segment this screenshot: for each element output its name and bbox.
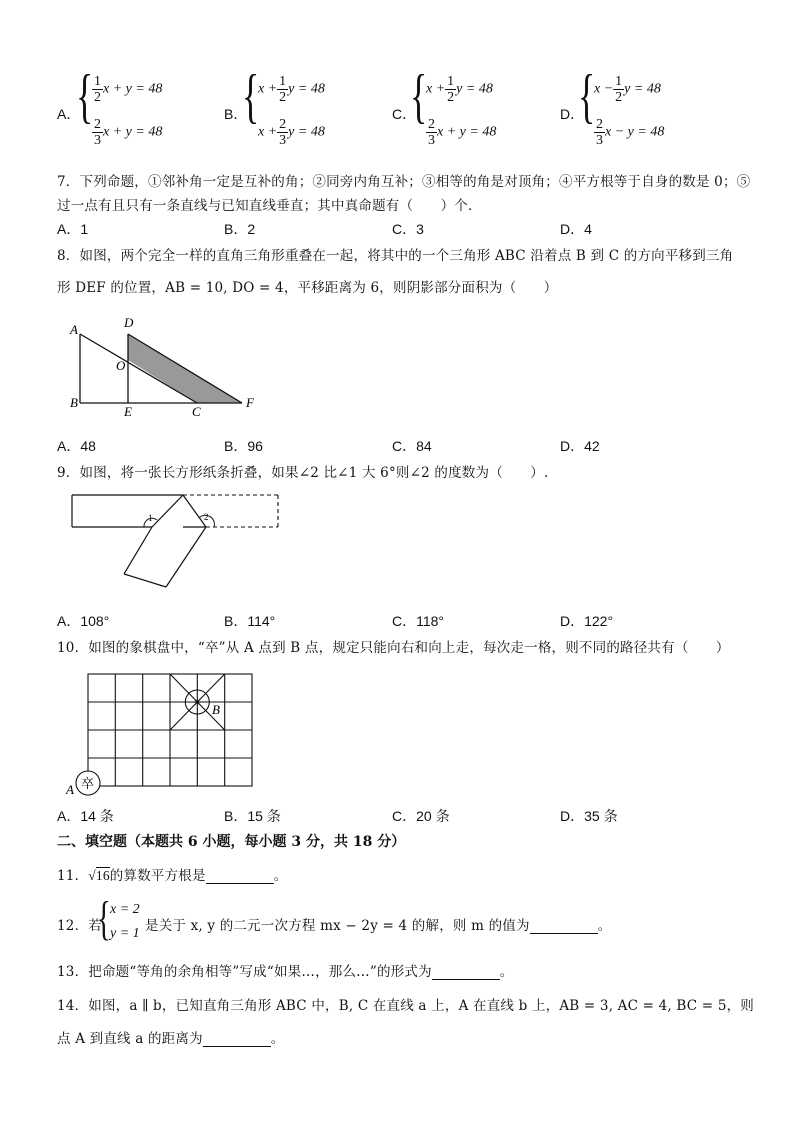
- q9-question: 9．如图，将一张长方形纸条折叠，如果∠2 比∠1 大 6°则∠2 的度数为（ ）.: [57, 465, 549, 481]
- q14-answer-blank: [203, 1032, 271, 1047]
- q10-point-b-mark: ✳: [193, 698, 202, 709]
- q9-fold-line: [183, 495, 206, 527]
- q6-option-a-letter: A．: [57, 106, 81, 122]
- q8-option-d: D．42: [560, 438, 600, 454]
- q14-line2: 点 A 到直线 a 的距离为 。: [57, 1031, 285, 1047]
- q10-option-a: A．14 条: [57, 808, 114, 824]
- section-2-heading: 二、填空题（本题共 6 小题，每小题 3 分，共 18 分）: [57, 834, 406, 850]
- q6-option-b-eq1: x + $\frac{1}{2}$ y = 48: [258, 74, 325, 105]
- q9-flap-right: [166, 527, 206, 587]
- q6-option-b-eq2: x + $\frac{2}{3}$ y = 48: [258, 117, 325, 148]
- q6-option-a-eq1: $\frac{1}{2}$ x + y = 48: [94, 74, 163, 105]
- q10-grid: [88, 674, 252, 786]
- q12-eq1: x = 2: [110, 902, 140, 917]
- q6-option-d-brace: {: [578, 63, 596, 129]
- q10-option-c: C．20 条: [392, 808, 450, 824]
- q10-zu-label: 卒: [81, 777, 95, 792]
- q6-option-c-eq1: x + $\frac{1}{2}$ y = 48: [426, 74, 493, 105]
- q10-option-d: D．35 条: [560, 808, 618, 824]
- q9-option-a: A．108°: [57, 613, 110, 629]
- q8-option-a: A．48: [57, 438, 96, 454]
- q9-option-b: B．114°: [224, 613, 276, 629]
- q12-answer-blank: [530, 919, 598, 934]
- q12-prefix: 12．若: [57, 918, 102, 934]
- q10-chessboard-figure: [60, 666, 260, 798]
- q7-line1: 7．下列命题，①邻补角一定是互补的角；②同旁内角互补；③相等的角是对顶角；④平方根等于自身的数是 0；⑤: [57, 174, 751, 190]
- q9-flap-left: [124, 527, 152, 574]
- q8-label-e: E: [124, 404, 132, 417]
- q8-option-b: B．96: [224, 438, 263, 454]
- q6-option-d-eq2: $\frac{2}{3}$ x − y = 48: [596, 117, 665, 148]
- q9-flap-end: [124, 574, 166, 587]
- q6-option-a-eq2: $\frac{2}{3}$ x + y = 48: [94, 117, 163, 148]
- q8-label-d: D: [124, 315, 134, 330]
- q9-label-2: 2: [204, 512, 209, 522]
- q6-option-d-eq1: x − $\frac{1}{2}$ y = 48: [594, 74, 661, 105]
- q8-line1: 8．如图，两个完全一样的直角三角形重叠在一起，将其中的一个三角形 ABC 沿着点 B 到 C 的方向平移到三角: [57, 248, 734, 264]
- q11: 11．√16的算数平方根是 。: [57, 868, 288, 884]
- q7-line2: 过一点有且只有一条直线与已知直线垂直；其中真命题有（ ）个．: [57, 198, 482, 214]
- q8-option-c: C．84: [392, 438, 432, 454]
- q11-answer-blank: [206, 869, 274, 884]
- q12-brace: {: [97, 892, 111, 945]
- q6-option-c-brace: {: [410, 63, 428, 129]
- q6-option-c-eq2: $\frac{2}{3}$ x + y = 48: [428, 117, 497, 148]
- q6-option-a-brace: {: [76, 63, 94, 129]
- q7-option-a: A．1: [57, 221, 89, 237]
- q14-line1: 14．如图，a ∥ b，已知直角三角形 ABC 中，B, C 在直线 a 上，A 在直线 b 上，AB = 3, AC = 4, BC = 5，则: [57, 998, 755, 1014]
- q9-fold-edge-left: [152, 495, 183, 527]
- q7-option-b: B．2: [224, 221, 256, 237]
- q6-option-b-letter: B．: [224, 106, 248, 122]
- q11-sqrt-symbol: √: [88, 868, 96, 883]
- q6-option-c-letter: C．: [392, 106, 417, 122]
- q9-label-1: 1: [148, 513, 153, 523]
- q9-option-d: D．122°: [560, 613, 614, 629]
- q11-radicand: 16: [95, 868, 110, 883]
- q6-option-d-letter: D．: [560, 106, 585, 122]
- q8-line2: 形 DEF 的位置，AB = 10, DO = 4，平移距离为 6，则阴影部分面积为（ ）: [57, 280, 558, 296]
- q9-folded-strip-figure: [66, 488, 286, 590]
- q12-eq2: y = 1: [110, 926, 140, 941]
- q8-label-o: O: [116, 358, 126, 373]
- q9-option-c: C．118°: [392, 613, 445, 629]
- q13-answer-blank: [432, 965, 500, 980]
- q10-question: 10．如图的象棋盘中，“卒”从 A 点到 B 点，规定只能向右和向上走，每次走一格，则不同的路径共有（ ）: [57, 640, 730, 656]
- q10-label-b: B: [212, 702, 220, 717]
- q10-option-b: B．15 条: [224, 808, 281, 824]
- q8-label-f: F: [246, 395, 254, 410]
- q7-option-d: D．4: [560, 221, 592, 237]
- q10-label-a: A: [66, 782, 74, 797]
- q7-option-c: C．3: [392, 221, 424, 237]
- q8-label-b: B: [70, 395, 78, 410]
- q12-question: 是关于 x, y 的二元一次方程 mx − 2y = 4 的解，则 m 的值为 。: [145, 918, 612, 934]
- q6-option-b-brace: {: [242, 63, 260, 129]
- q8-label-a: A: [70, 322, 78, 337]
- q13: 13．把命题“等角的余角相等”写成“如果…，那么…”的形式为 。: [57, 964, 514, 980]
- q8-label-c: C: [192, 404, 201, 417]
- q8-triangle-figure: [60, 312, 270, 417]
